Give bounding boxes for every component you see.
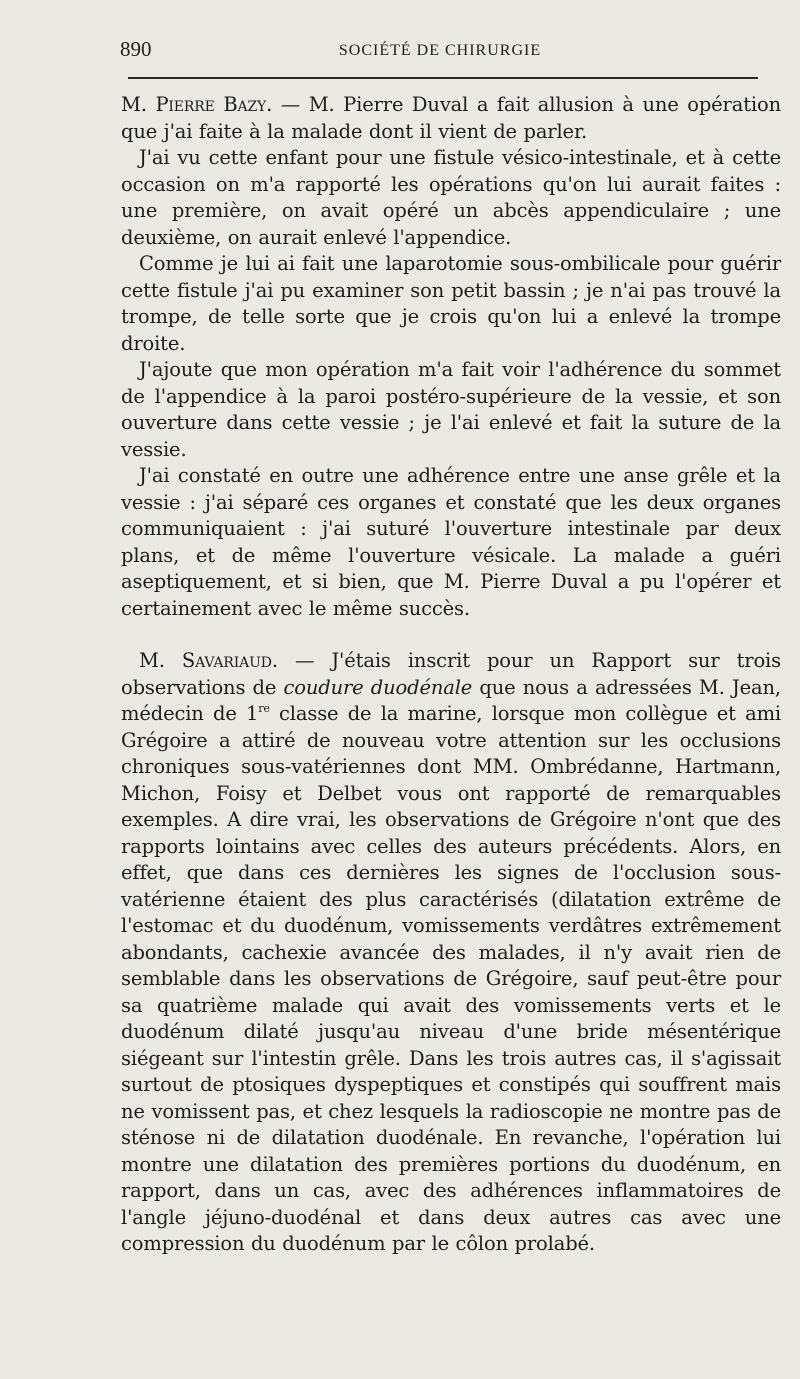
speaker-name: M. Savariaud.: [139, 649, 278, 672]
running-head: [120, 36, 760, 66]
header-rule: [128, 77, 758, 79]
paragraph: Comme je lui ai fait une laparotomie sous-ombilicale pour guérir cette fistule j'ai pu examiner son petit bassin ; je n'ai pas trouvé la trompe, de telle sorte que je crois qu'on lui a enlevé la trompe droite.: [121, 252, 781, 355]
paragraph: J'ajoute que mon opération m'a fait voir l'adhérence du sommet de l'appendice à la paroi postéro-supérieure de la vessie, et son ouverture dans cette vessie ; je l'ai enlevé et fait la suture de la vessie.: [121, 358, 781, 461]
paragraph-text: classe de la marine, lorsque mon collègue et ami Grégoire a attiré de nouveau votre attention sur les occlusions chroniques sous-vatériennes dont MM. Ombrédanne, Hartmann, Michon, Foisy et Delbet vous ont rapporté de remarquables exemples. A dire vrai, les observations de Grégoire n'ont que des rapports lointains avec celles des auteurs précédents. Alors, en effet, que dans ces dernières les signes de l'occlusion sous-vatérienne étaient des plus caractérisés (dilatation extrême de l'estomac et du duodénum, vomissements verdâtres extrêmement abondants, cachexie avancée des malades, il n'y avait rien de semblable dans les observations de Grégoire, sauf peut-être pour sa quatrième malade qui avait des vomissements verts et le duodénum dilaté jusqu'au niveau d'une bride mésentérique siégeant sur l'intestin grêle. Dans les trois autres cas, il s'agissait surtout de ptosiques dyspeptiques et constipés qui souffrent mais ne vomissent pas, et chez lesquels la radioscopie ne montre pas de sténose ni de dilatation duodénale. En revanche, l'opération lui montre une dilatation des premières portions du duodénum, en rapport, dans un cas, avec des adhérences inflammatoires de l'angle jéjuno-duodénal et dans deux autres cas avec une compression du duodénum par le côlon prolabé.: [121, 702, 782, 1255]
paragraph: J'ai constaté en outre une adhérence entre une anse grêle et la vessie : j'ai séparé ces organes et constaté que les deux organes communiquaient : j'ai suturé l'ouverture intestinale par deux plans, et de même l'ouverture vésicale. La malade a guéri aseptiquement, et si bien, que M. Pierre Duval a pu l'opérer et certainement avec le même succès.: [121, 464, 781, 620]
page-number: 890: [120, 37, 152, 61]
paragraph-text: que nous a adressées M. Jean, médecin de 1: [121, 675, 781, 725]
body-text: [121, 92, 781, 1258]
italic-term: coudure duodénale: [283, 675, 473, 699]
paragraph-bazy-intro: [121, 92, 781, 145]
journal-title: SOCIÉTÉ DE CHIRURGIE: [338, 42, 542, 59]
speaker-name: M. Pierre Bazy.: [121, 93, 273, 116]
paragraph-text: — M. Pierre Duval a fait allusion à une opération que j'ai faite à la malade dont il vient de parler.: [121, 93, 781, 143]
ordinal-superscript: re: [258, 702, 270, 715]
paragraph-savariaud: [121, 648, 781, 1258]
paragraph: J'ai vu cette enfant pour une fistule vésico-intestinale, et à cette occasion on m'a rapporté les opérations qu'on lui aurait faites : une première, on avait opéré un abcès appendiculaire ; une deuxième, on aurait enlevé l'appendice.: [121, 146, 781, 249]
paragraph-text: — J'étais inscrit pour un Rapport sur trois observations de: [121, 649, 781, 699]
